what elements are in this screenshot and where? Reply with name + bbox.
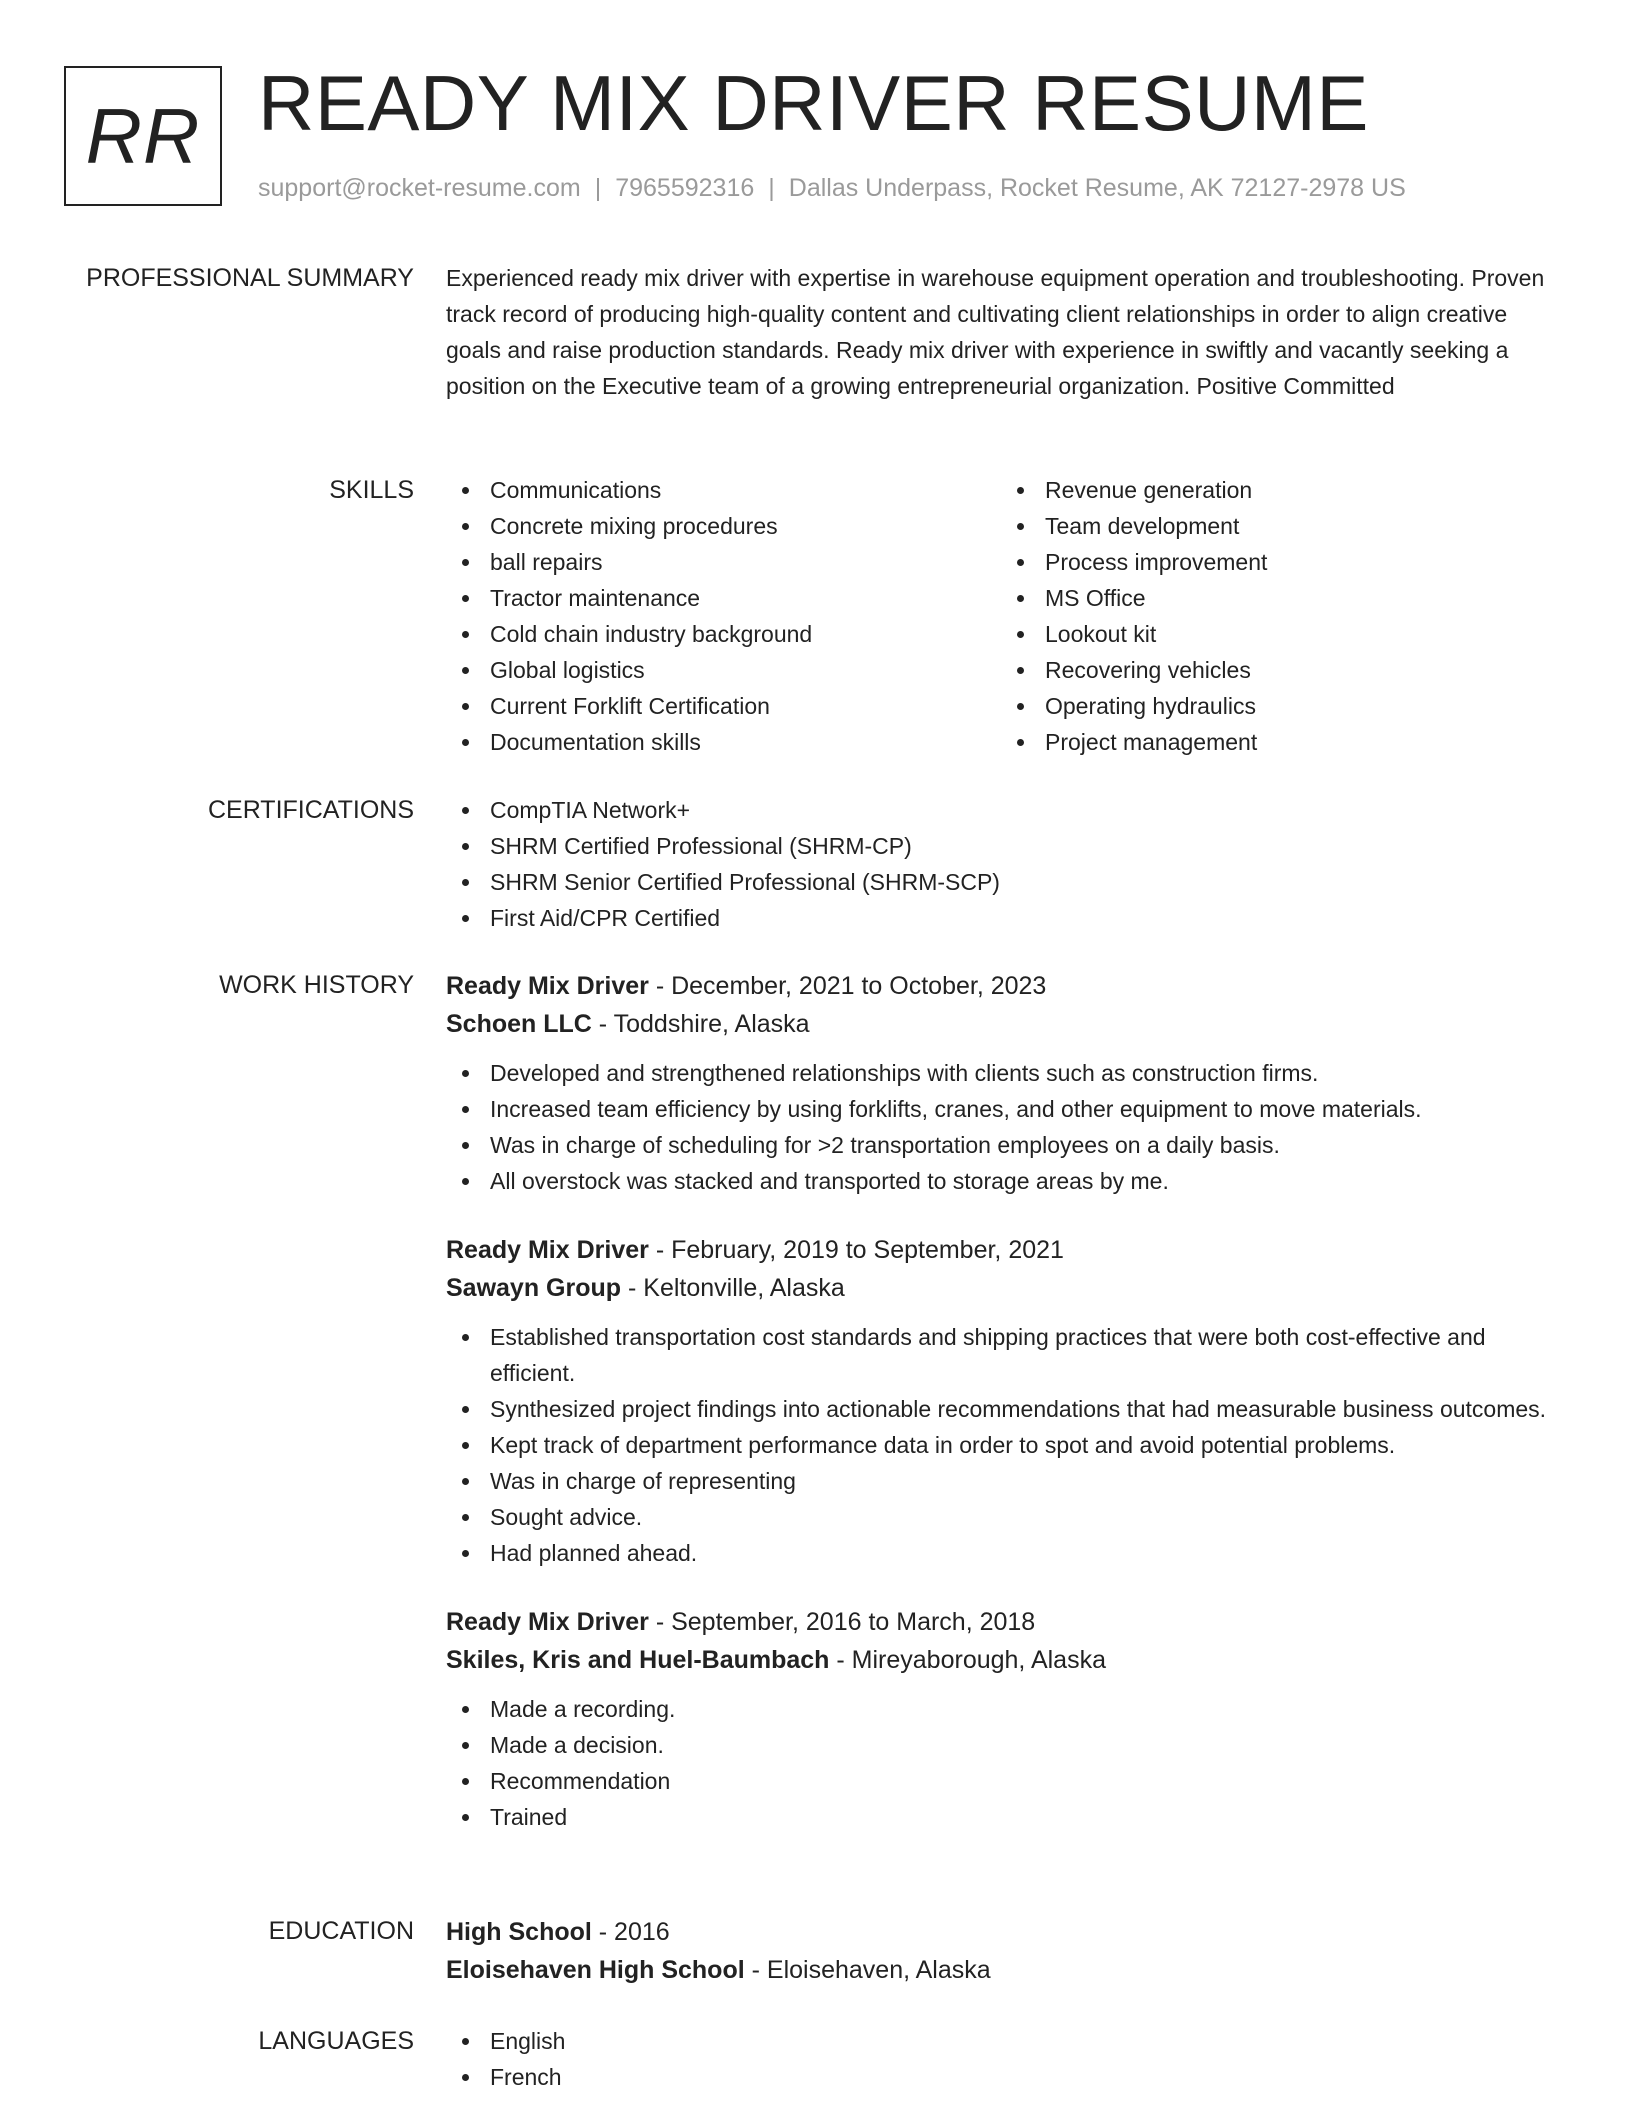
certifications-body (446, 792, 1556, 936)
skill-item: Lookout kit (1045, 616, 1556, 652)
job-bullet: Synthesized project findings into actionable recommendations that had measurable business outcomes. (490, 1391, 1556, 1427)
job-company: Schoen LLC (446, 1010, 592, 1038)
job-title-line (446, 1231, 1556, 1269)
education-degree: High School (446, 1918, 592, 1946)
skill-item: MS Office (1045, 580, 1556, 616)
page-title: READY MIX DRIVER RESUME (258, 59, 1369, 147)
languages-list (446, 2023, 1556, 2095)
skill-item: Operating hydraulics (1045, 688, 1556, 724)
skills-list-left (446, 472, 1001, 760)
skill-item: Cold chain industry background (490, 616, 1001, 652)
certifications-list (446, 792, 1556, 936)
skill-item: Project management (1045, 724, 1556, 760)
skill-item: Revenue generation (1045, 472, 1556, 508)
contact-line (258, 174, 1406, 203)
education-body (446, 1913, 1556, 1989)
job-title: Ready Mix Driver (446, 972, 649, 1000)
job-title-line (446, 1603, 1556, 1641)
monogram-logo: RR (64, 66, 222, 206)
job-bullets (446, 1055, 1556, 1199)
job-bullet: Kept track of department performance data in order to spot and avoid potential problems. (490, 1427, 1556, 1463)
job-bullet: Developed and strengthened relationships with clients such as construction firms. (490, 1055, 1556, 1091)
job-location: - Keltonville, Alaska (621, 1274, 845, 1302)
job-company: Sawayn Group (446, 1274, 622, 1302)
job-dates: - February, 2019 to September, 2021 (648, 1236, 1064, 1264)
job-location: - Toddshire, Alaska (591, 1010, 810, 1038)
summary-text: Experienced ready mix driver with expertise in warehouse equipment operation and troubleshooting. Proven track record of producing high-quality content and cultivating client relationships in order to align creative goals and raise production standards. Ready mix driver with experience in swiftly and vacantly seeking a position on the Executive team of a growing entrepreneurial organization. Positive Committed (446, 265, 1545, 399)
job-bullet: Established transportation cost standards and shipping practices that were both cost-effective and efficient. (490, 1319, 1556, 1391)
job-bullet: Was in charge of scheduling for >2 transportation employees on a daily basis. (490, 1127, 1556, 1163)
job-company-line (446, 1005, 1556, 1043)
languages-label: LANGUAGES (258, 2027, 414, 2055)
contact-separator: | (768, 174, 775, 202)
job-location: - Mireyaborough, Alaska (829, 1646, 1106, 1674)
job-entry (446, 1231, 1556, 1571)
job-entry (446, 1603, 1556, 1835)
skills-label: SKILLS (329, 476, 414, 504)
job-company-line (446, 1641, 1556, 1679)
job-title: Ready Mix Driver (446, 1236, 649, 1264)
job-title-line (446, 967, 1556, 1005)
job-bullet: Was in charge of representing (490, 1463, 1556, 1499)
education-school: Eloisehaven High School (446, 1956, 745, 1984)
job-bullet: All overstock was stacked and transported to storage areas by me. (490, 1163, 1556, 1199)
language-item: English (490, 2023, 1556, 2059)
summary-label: PROFESSIONAL SUMMARY (86, 264, 414, 292)
certification-item: First Aid/CPR Certified (490, 900, 1556, 936)
language-item: French (490, 2059, 1556, 2095)
contact-phone: 7965592316 (615, 174, 755, 202)
certification-item: SHRM Senior Certified Professional (SHRM-SCP) (490, 864, 1556, 900)
job-bullet: Sought advice. (490, 1499, 1556, 1535)
work-body (446, 967, 1556, 1867)
skill-item: Tractor maintenance (490, 580, 1001, 616)
job-bullet: Trained (490, 1799, 1556, 1835)
job-company: Skiles, Kris and Huel-Baumbach (446, 1646, 830, 1674)
skill-item: ball repairs (490, 544, 1001, 580)
languages-body (446, 2023, 1556, 2095)
job-bullets (446, 1319, 1556, 1571)
certification-item: CompTIA Network+ (490, 792, 1556, 828)
contact-address: Dallas Underpass, Rocket Resume, AK 72127-2978 US (788, 174, 1406, 202)
skills-columns (446, 472, 1556, 760)
job-bullet: Made a decision. (490, 1727, 1556, 1763)
job-dates: - September, 2016 to March, 2018 (648, 1608, 1036, 1636)
skill-item: Communications (490, 472, 1001, 508)
certifications-label: CERTIFICATIONS (207, 796, 414, 824)
skill-item: Team development (1045, 508, 1556, 544)
job-dates: - December, 2021 to October, 2023 (648, 972, 1047, 1000)
education-label: EDUCATION (268, 1917, 414, 1945)
certification-item: SHRM Certified Professional (SHRM-CP) (490, 828, 1556, 864)
skill-item: Process improvement (1045, 544, 1556, 580)
skill-item: Global logistics (490, 652, 1001, 688)
skill-item: Recovering vehicles (1045, 652, 1556, 688)
job-bullet: Recommendation (490, 1763, 1556, 1799)
job-bullets (446, 1691, 1556, 1835)
job-bullet: Increased team efficiency by using forklifts, cranes, and other equipment to move materials. (490, 1091, 1556, 1127)
job-entry (446, 967, 1556, 1199)
education-degree-line (446, 1913, 1556, 1951)
education-year: - 2016 (591, 1918, 670, 1946)
contact-email: support@rocket-resume.com (258, 174, 581, 202)
education-location: - Eloisehaven, Alaska (744, 1956, 991, 1984)
job-bullet: Made a recording. (490, 1691, 1556, 1727)
skill-item: Concrete mixing procedures (490, 508, 1001, 544)
skills-list-right (1001, 472, 1556, 760)
education-school-line (446, 1951, 1556, 1989)
job-bullet: Had planned ahead. (490, 1535, 1556, 1571)
job-title: Ready Mix Driver (446, 1608, 649, 1636)
skill-item: Documentation skills (490, 724, 1001, 760)
work-label: WORK HISTORY (219, 971, 414, 999)
skill-item: Current Forklift Certification (490, 688, 1001, 724)
job-company-line (446, 1269, 1556, 1307)
contact-separator: | (594, 174, 602, 202)
